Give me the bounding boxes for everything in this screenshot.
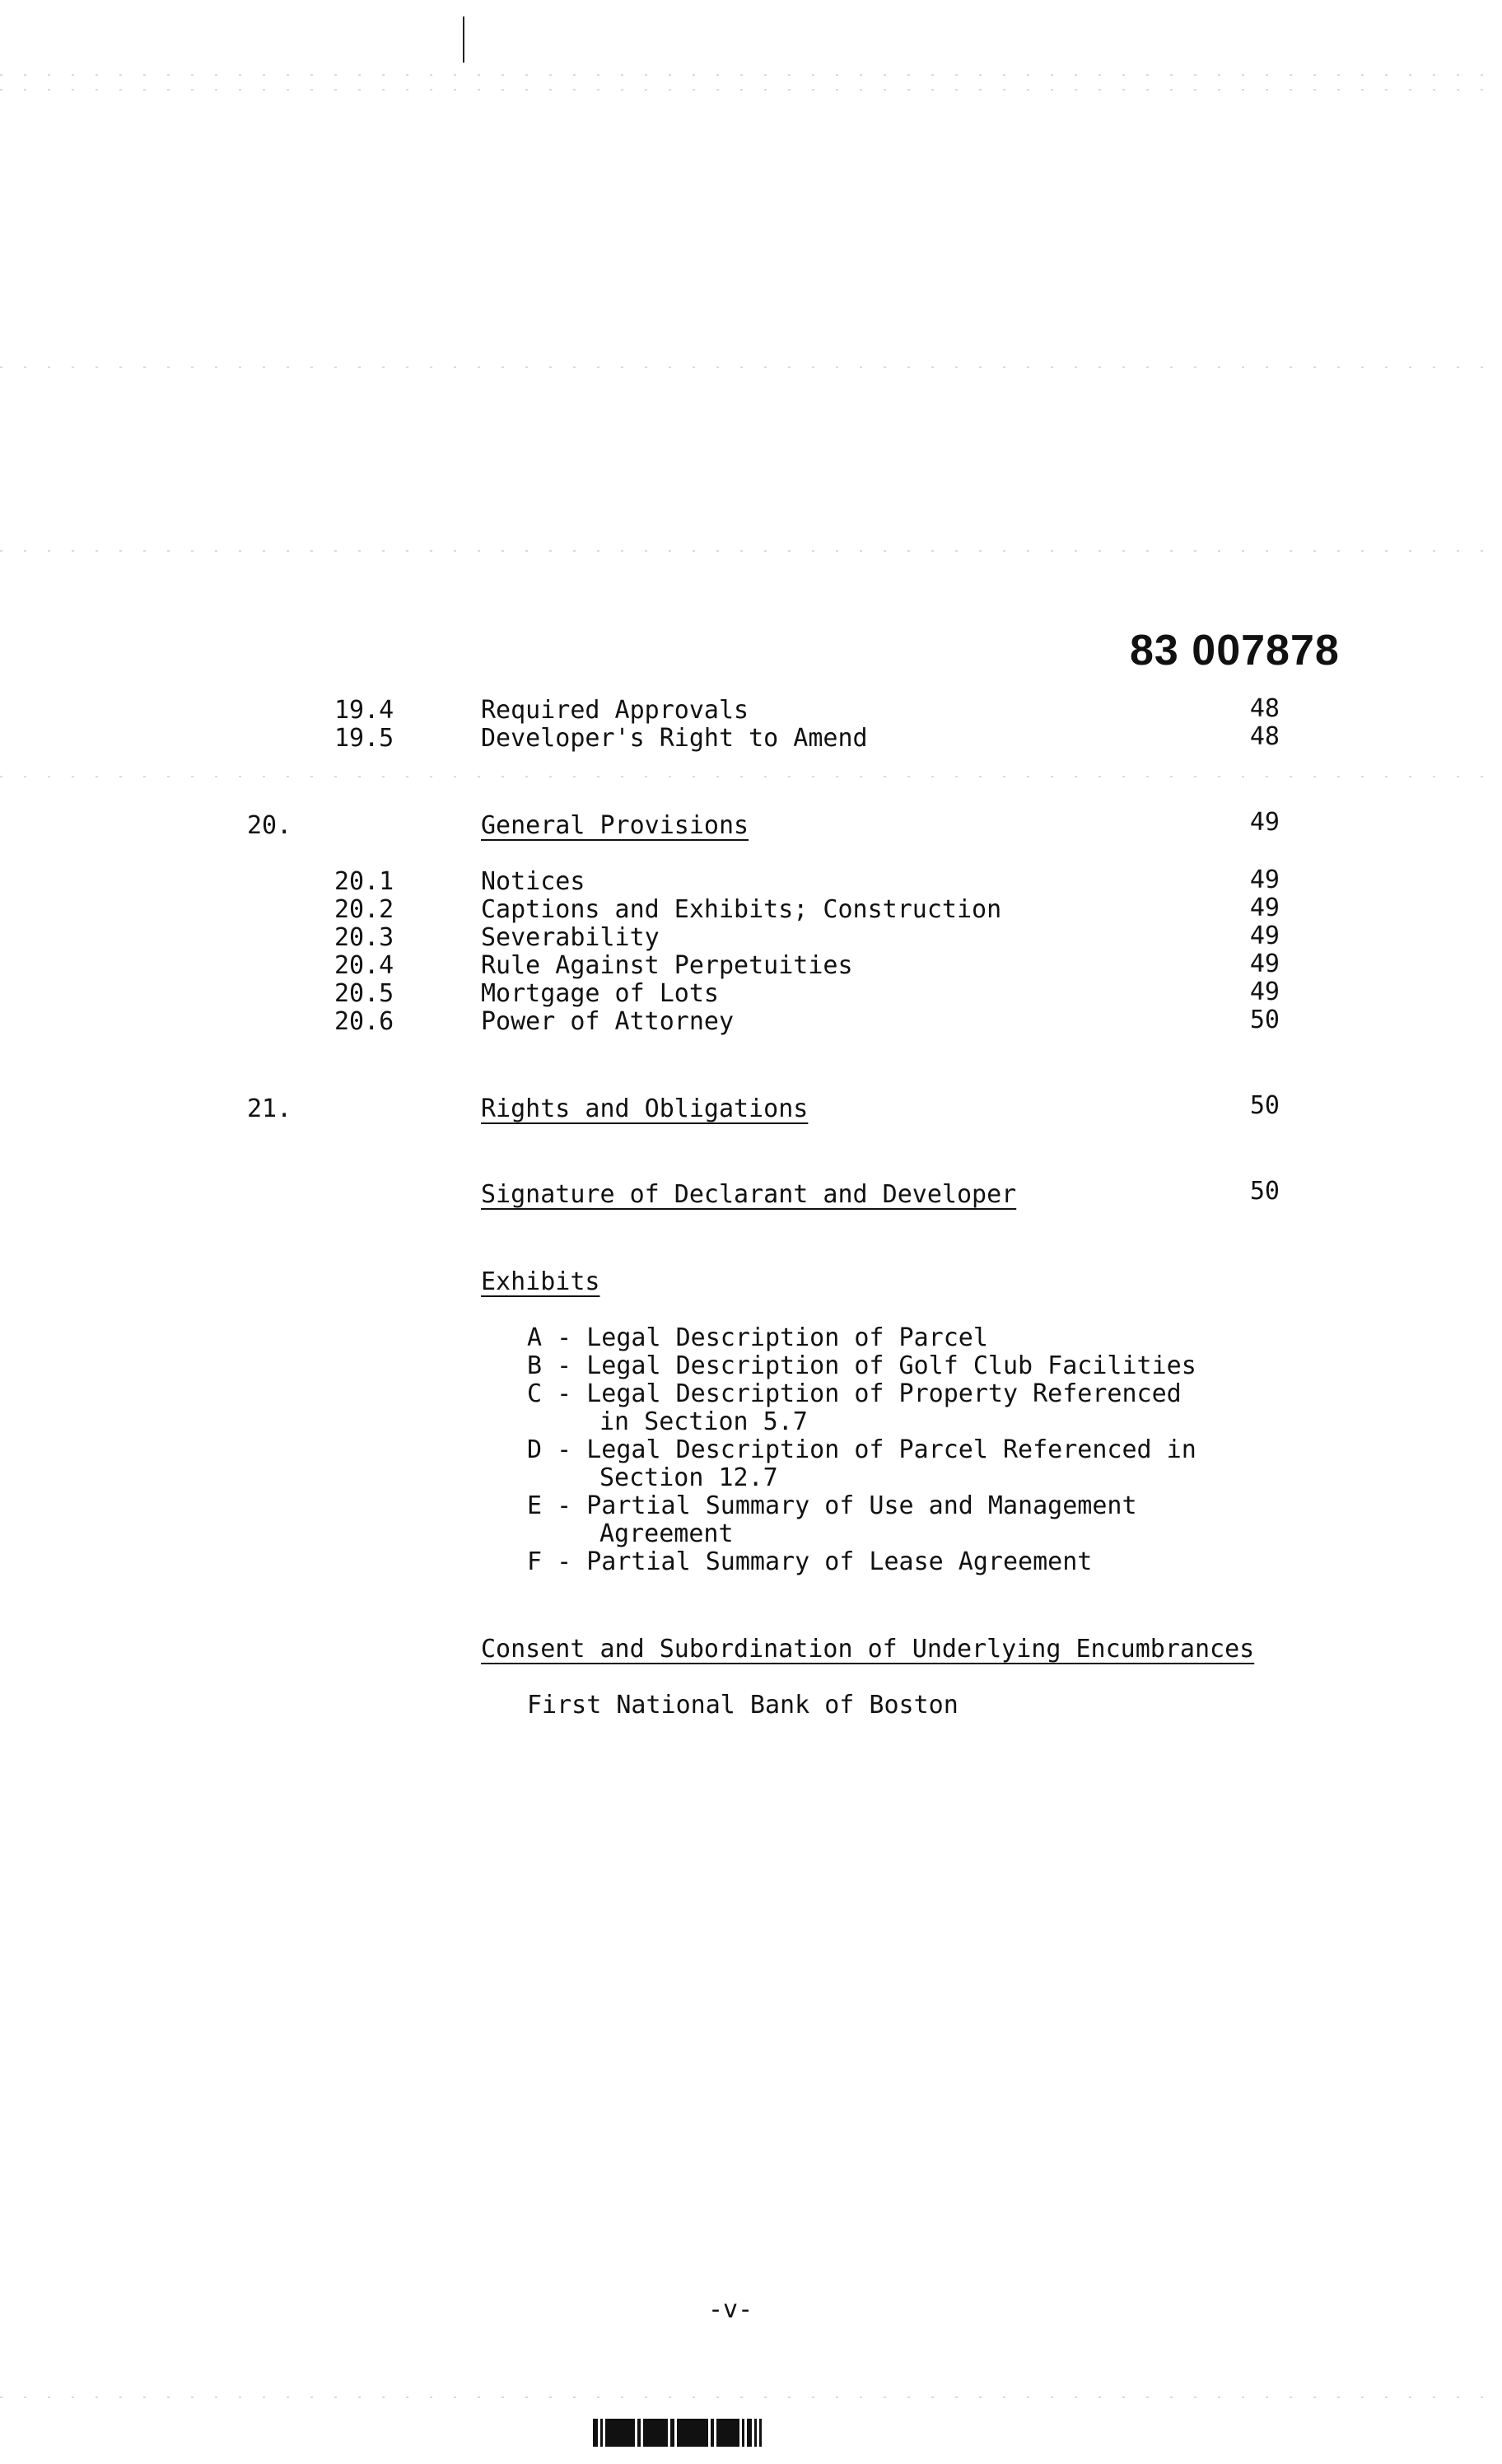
toc-section-title: Signature of Declarant and Developer (481, 1180, 1017, 1209)
exhibits-heading: Exhibits (481, 1267, 600, 1296)
toc-item-number: 20.6 (334, 1007, 394, 1036)
toc-item-page: 49 (1249, 950, 1280, 978)
toc-item-title: Rule Against Perpetuities (481, 951, 853, 980)
consent-heading: Consent and Subordination of Underlying Encumbrances (481, 1635, 1255, 1664)
scan-mark-line (463, 16, 464, 63)
exhibit-item-continuation: in Section 5.7 (599, 1407, 808, 1436)
toc-item-number: 20.1 (334, 867, 394, 896)
toc-item-page: 49 (1249, 808, 1280, 837)
toc-item-page: 49 (1249, 922, 1280, 950)
toc-section-number: 20. (247, 811, 292, 840)
exhibit-item: D - Legal Description of Parcel Referenced in (527, 1435, 1196, 1464)
toc-item-number: 19.5 (334, 724, 394, 753)
toc-section-number: 21. (247, 1094, 292, 1123)
toc-item-page: 50 (1249, 1006, 1280, 1034)
toc-item-title: Severability (481, 923, 660, 952)
toc-item-page: 50 (1249, 1177, 1280, 1206)
toc-item-title: Mortgage of Lots (481, 979, 719, 1008)
toc-item-page: 49 (1249, 894, 1280, 922)
toc-item-title: Captions and Exhibits; Construction (481, 895, 1002, 924)
toc-item-number: 20.5 (334, 979, 394, 1008)
toc-item-title: Notices (481, 867, 585, 896)
toc-item-title: Power of Attorney (481, 1007, 735, 1036)
toc-item-number: 20.2 (334, 895, 394, 924)
page-number: -v- (708, 2295, 753, 2324)
consent-party: First National Bank of Boston (527, 1691, 959, 1720)
toc-item-number: 20.3 (334, 923, 394, 952)
toc-item-page: 48 (1249, 694, 1280, 723)
exhibit-item: B - Legal Description of Golf Club Facilities (527, 1351, 1196, 1380)
exhibit-item: F - Partial Summary of Lease Agreement (527, 1547, 1093, 1576)
toc-section-title: Rights and Obligations (481, 1094, 809, 1123)
exhibit-item: C - Legal Description of Property Referenced (527, 1379, 1182, 1408)
toc-item-number: 19.4 (334, 696, 394, 725)
scan-noise (0, 89, 1502, 91)
toc-item-page: 50 (1249, 1091, 1280, 1120)
exhibit-item: A - Legal Description of Parcel (527, 1323, 988, 1352)
toc-item-page: 49 (1249, 866, 1280, 894)
barcode-mark (593, 2419, 784, 2447)
exhibit-item: E - Partial Summary of Use and Management (527, 1491, 1137, 1520)
scan-noise (0, 366, 1502, 368)
toc-item-title: Developer's Right to Amend (481, 724, 868, 753)
scan-noise (0, 74, 1502, 76)
scan-noise (0, 2396, 1502, 2398)
toc-item-page: 48 (1249, 722, 1280, 751)
exhibit-item-continuation: Section 12.7 (599, 1463, 778, 1492)
exhibit-item-continuation: Agreement (599, 1519, 734, 1548)
document-number-stamp: 83 007878 (1130, 627, 1340, 674)
scan-noise (0, 550, 1502, 552)
toc-item-page: 49 (1249, 978, 1280, 1006)
toc-section-title: General Provisions (481, 811, 749, 840)
scan-noise (0, 776, 1502, 777)
toc-item-title: Required Approvals (481, 696, 749, 725)
toc-item-number: 20.4 (334, 951, 394, 980)
